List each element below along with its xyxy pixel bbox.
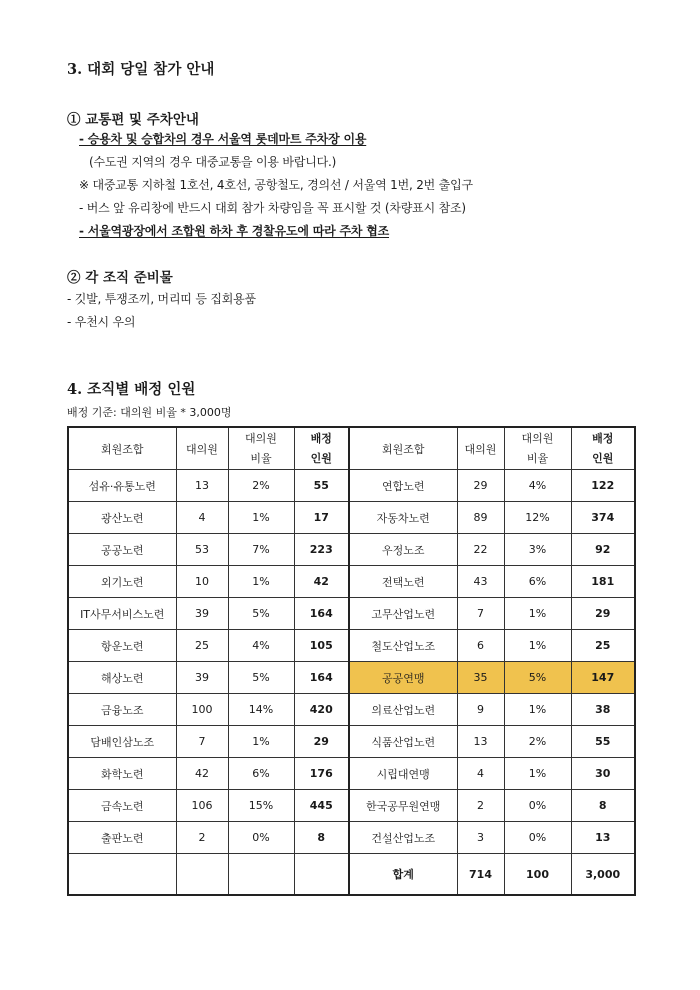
union-name-cell: 건설산업노조 [349, 822, 457, 854]
union-name-cell: 연합노련 [349, 470, 457, 502]
union-name-cell: 해상노련 [68, 662, 176, 694]
ratio-cell: 12% [504, 502, 571, 534]
delegates-cell: 35 [457, 662, 504, 694]
table-row [68, 598, 635, 630]
table-row [68, 790, 635, 822]
delegates-cell: 22 [457, 534, 504, 566]
delegates-cell: 100 [176, 694, 228, 726]
union-name-cell: 공공노련 [68, 534, 176, 566]
assigned-cell: 445 [294, 790, 349, 822]
ratio-cell: 5% [228, 598, 294, 630]
ratio-cell: 15% [228, 790, 294, 822]
ratio-cell: 2% [228, 470, 294, 502]
ratio-cell: 14% [228, 694, 294, 726]
union-name-cell: 화학노련 [68, 758, 176, 790]
delegates-cell: 106 [176, 790, 228, 822]
delegates-cell: 7 [457, 598, 504, 630]
union-name-cell: 철도산업노조 [349, 630, 457, 662]
ratio-cell: 0% [504, 790, 571, 822]
ratio-cell: 7% [228, 534, 294, 566]
assigned-cell: 55 [294, 470, 349, 502]
section-3-title: 3. 대회 당일 참가 안내 [67, 61, 215, 78]
header-union: 회원조합 [68, 427, 176, 470]
assigned-cell: 25 [571, 630, 635, 662]
assigned-cell: 176 [294, 758, 349, 790]
assigned-cell: 29 [294, 726, 349, 758]
table-row [68, 726, 635, 758]
delegates-cell: 42 [176, 758, 228, 790]
union-name-cell: 전택노련 [349, 566, 457, 598]
assigned-cell: 122 [571, 470, 635, 502]
union-name-cell: 외기노련 [68, 566, 176, 598]
assigned-cell: 181 [571, 566, 635, 598]
union-name-cell: 의료산업노련 [349, 694, 457, 726]
delegates-cell: 39 [176, 598, 228, 630]
ratio-cell: 0% [228, 822, 294, 854]
assigned-cell: 374 [571, 502, 635, 534]
parking-notice: - 승용차 및 승합차의 경우 서울역 롯데마트 주차장 이용 [79, 132, 367, 146]
delegates-cell: 13 [176, 470, 228, 502]
preparation-item: - 우천시 우의 [67, 315, 136, 329]
union-name-cell: 섬유·유통노련 [68, 470, 176, 502]
union-name-cell: 우정노조 [349, 534, 457, 566]
header-assigned: 배정 인원 [294, 427, 349, 470]
delegates-cell: 7 [176, 726, 228, 758]
union-name-cell: 금속노련 [68, 790, 176, 822]
union-name-cell: 항운노련 [68, 630, 176, 662]
empty-cell [294, 854, 349, 896]
assigned-cell: 164 [294, 598, 349, 630]
table-row [68, 694, 635, 726]
allocation-table [67, 426, 636, 896]
union-name-cell: 고무산업노련 [349, 598, 457, 630]
assigned-cell: 29 [571, 598, 635, 630]
total-label: 합계 [349, 854, 457, 896]
ratio-cell: 4% [228, 630, 294, 662]
table-row [68, 566, 635, 598]
table-row [68, 630, 635, 662]
union-name-cell: IT사무서비스노련 [68, 598, 176, 630]
ratio-cell: 6% [228, 758, 294, 790]
union-name-cell: 한국공무원연맹 [349, 790, 457, 822]
union-name-cell: 식품산업노련 [349, 726, 457, 758]
delegates-cell: 89 [457, 502, 504, 534]
table-row [68, 502, 635, 534]
assigned-cell: 38 [571, 694, 635, 726]
delegates-cell: 4 [176, 502, 228, 534]
ratio-cell: 1% [504, 630, 571, 662]
union-name-cell: 금융노조 [68, 694, 176, 726]
delegates-cell: 2 [457, 790, 504, 822]
delegates-cell: 43 [457, 566, 504, 598]
ratio-cell: 0% [504, 822, 571, 854]
subway-info: ※ 대중교통 지하철 1호선, 4호선, 공항철도, 경의선 / 서울역 1번, 2번 출입구 [79, 178, 473, 192]
preparation-title: ② 각 조직 준비물 [67, 270, 173, 286]
assigned-cell: 55 [571, 726, 635, 758]
assigned-cell: 420 [294, 694, 349, 726]
assigned-cell: 13 [571, 822, 635, 854]
assigned-cell: 42 [294, 566, 349, 598]
ratio-cell: 4% [504, 470, 571, 502]
header-assigned: 배정 인원 [571, 427, 635, 470]
header-ratio: 대의원 비율 [228, 427, 294, 470]
delegates-cell: 29 [457, 470, 504, 502]
union-name-cell: 자동차노련 [349, 502, 457, 534]
assigned-cell: 147 [571, 662, 635, 694]
table-row [68, 534, 635, 566]
header-delegates: 대의원 [176, 427, 228, 470]
delegates-cell: 10 [176, 566, 228, 598]
ratio-cell: 3% [504, 534, 571, 566]
ratio-cell: 1% [504, 598, 571, 630]
assigned-cell: 92 [571, 534, 635, 566]
table-total-row [68, 854, 635, 896]
empty-cell [68, 854, 176, 896]
assigned-cell: 30 [571, 758, 635, 790]
assigned-cell: 17 [294, 502, 349, 534]
union-name-cell: 시립대연맹 [349, 758, 457, 790]
ratio-cell: 5% [504, 662, 571, 694]
union-name-cell: 출판노련 [68, 822, 176, 854]
header-ratio: 대의원 비율 [504, 427, 571, 470]
ratio-cell: 1% [228, 726, 294, 758]
table-row [68, 662, 635, 694]
total-delegates: 714 [457, 854, 504, 896]
delegates-cell: 2 [176, 822, 228, 854]
union-name-cell: 광산노련 [68, 502, 176, 534]
ratio-cell: 1% [228, 566, 294, 598]
delegates-cell: 6 [457, 630, 504, 662]
assigned-cell: 164 [294, 662, 349, 694]
total-assigned: 3,000 [571, 854, 635, 896]
union-name-cell: 담배인삼노조 [68, 726, 176, 758]
empty-cell [176, 854, 228, 896]
header-union: 회원조합 [349, 427, 457, 470]
table-header-row [68, 427, 635, 470]
ratio-cell: 5% [228, 662, 294, 694]
ratio-cell: 2% [504, 726, 571, 758]
transport-parking-title: ① 교통편 및 주차안내 [67, 112, 199, 128]
ratio-cell: 1% [504, 694, 571, 726]
union-name-cell: 공공연맹 [349, 662, 457, 694]
delegates-cell: 13 [457, 726, 504, 758]
table-row [68, 470, 635, 502]
assigned-cell: 8 [294, 822, 349, 854]
assigned-cell: 8 [571, 790, 635, 822]
allocation-basis: 배정 기준: 대의원 비율 * 3,000명 [67, 406, 232, 419]
preparation-item: - 깃발, 투쟁조끼, 머리띠 등 집회용품 [67, 292, 256, 306]
delegates-cell: 25 [176, 630, 228, 662]
bus-sign-notice: - 버스 앞 유리창에 반드시 대회 참가 차량임을 꼭 표시할 것 (차량표시 참조) [79, 201, 466, 215]
delegates-cell: 53 [176, 534, 228, 566]
ratio-cell: 1% [504, 758, 571, 790]
table-row [68, 758, 635, 790]
dropoff-notice: - 서울역광장에서 조합원 하차 후 경찰유도에 따라 주차 협조 [79, 224, 390, 238]
ratio-cell: 1% [228, 502, 294, 534]
ratio-cell: 6% [504, 566, 571, 598]
delegates-cell: 9 [457, 694, 504, 726]
public-transport-request: (수도권 지역의 경우 대중교통을 이용 바랍니다.) [89, 155, 337, 169]
delegates-cell: 4 [457, 758, 504, 790]
delegates-cell: 3 [457, 822, 504, 854]
assigned-cell: 223 [294, 534, 349, 566]
empty-cell [228, 854, 294, 896]
total-ratio: 100 [504, 854, 571, 896]
assigned-cell: 105 [294, 630, 349, 662]
table-row [68, 822, 635, 854]
delegates-cell: 39 [176, 662, 228, 694]
header-delegates: 대의원 [457, 427, 504, 470]
section-4-title: 4. 조직별 배정 인원 [67, 381, 196, 398]
